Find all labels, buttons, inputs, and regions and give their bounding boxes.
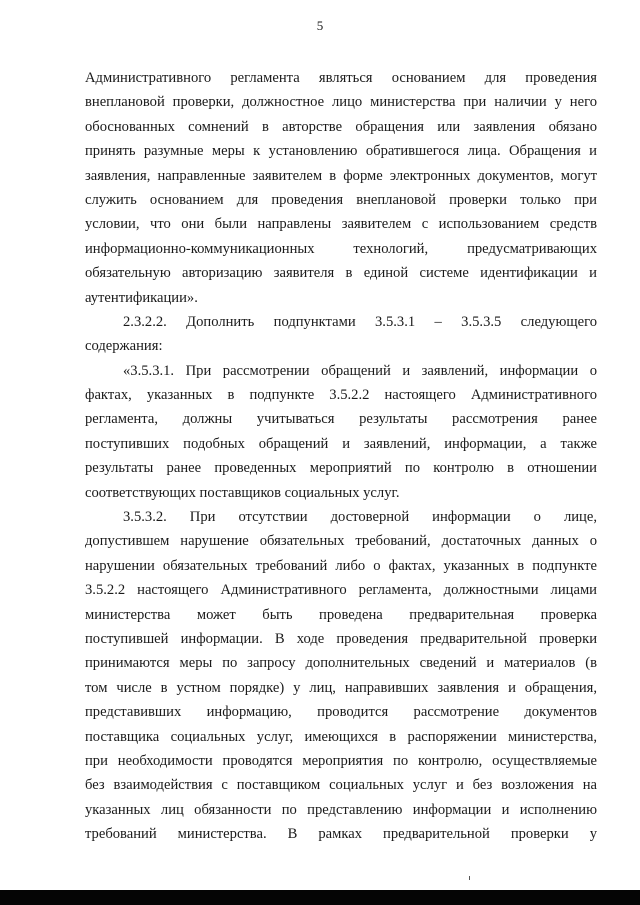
text-line: условии, что они были направлены заявителем с использованием средств	[85, 216, 597, 233]
text-line: обоснованных сомнений в авторстве обращения или заявления обязано	[85, 118, 597, 135]
text-line: обязательную авторизацию заявителя в единой системе идентификации и	[85, 265, 597, 282]
text-line: фактах, указанных в подпункте 3.5.2.2 настоящего Административного	[85, 387, 597, 404]
text-line: аутентификации».	[85, 289, 198, 306]
text-line: 3.5.3.2. При отсутствии достоверной информации о лице,	[123, 509, 597, 526]
scan-bottom-edge	[0, 890, 640, 905]
text-line: нарушении обязательных требований либо о фактах, указанных в подпункте	[85, 557, 597, 574]
text-line: служить основанием для проведения внеплановой проверки только при	[85, 191, 597, 208]
text-line: соответствующих поставщиков социальных услуг.	[85, 484, 400, 501]
text-line: 2.3.2.2. Дополнить подпунктами 3.5.3.1 – 3.5.3.5 следующего	[123, 313, 597, 330]
text-line: допустившем нарушение обязательных требований, достаточных данных о	[85, 533, 597, 550]
text-line: поставщика социальных услуг, имеющихся в распоряжении министерства,	[85, 728, 597, 745]
text-line: при необходимости проводятся мероприятия по контролю, осуществляемые	[85, 752, 597, 769]
text-line: информационно-коммуникационных технологий, предусматривающих	[85, 240, 597, 257]
text-line: результаты ранее проведенных мероприятий по контролю в отношении	[85, 460, 597, 477]
text-line: принять разумные меры к установлению обратившегося лица. Обращения и	[85, 143, 597, 160]
text-line: Административного регламента являться основанием для проведения	[85, 70, 597, 86]
text-line: требований министерства. В рамках предварительной проверки у	[85, 826, 597, 843]
text-line: регламента, должны учитываться результаты рассмотрения ранее	[85, 411, 597, 428]
text-line: без взаимодействия с поставщиком социальных услуг и без возложения на	[85, 777, 597, 794]
page-number: 5	[316, 18, 324, 33]
text-line: содержания:	[85, 338, 163, 355]
text-line: 3.5.2.2 настоящего Административного регламента, должностными лицами	[85, 582, 597, 599]
text-line: внеплановой проверки, должностное лицо министерства при наличии у него	[85, 94, 597, 111]
text-line: представивших информацию, проводится рассмотрение документов	[85, 704, 597, 721]
document-body	[85, 66, 597, 847]
text-line: «3.5.3.1. При рассмотрении обращений и заявлений, информации о	[123, 362, 597, 379]
text-line: указанных лиц обязанности по представлению информации и исполнению	[85, 801, 597, 818]
text-line: принимаются меры по запросу дополнительных сведений и материалов (в	[85, 655, 597, 672]
text-line: поступивших подобных обращений и заявлений, информации, а также	[85, 435, 597, 452]
scan-speck	[469, 876, 470, 880]
text-line: министерства может быть проведена предварительная проверка	[85, 606, 597, 623]
text-line: заявления, направленные заявителем в форме электронных документов, могут	[85, 167, 597, 184]
text-line: поступившей информации. В ходе проведения предварительной проверки	[85, 630, 597, 647]
text-line: том числе в устном порядке) у лиц, направивших заявления и обращения,	[85, 679, 597, 696]
